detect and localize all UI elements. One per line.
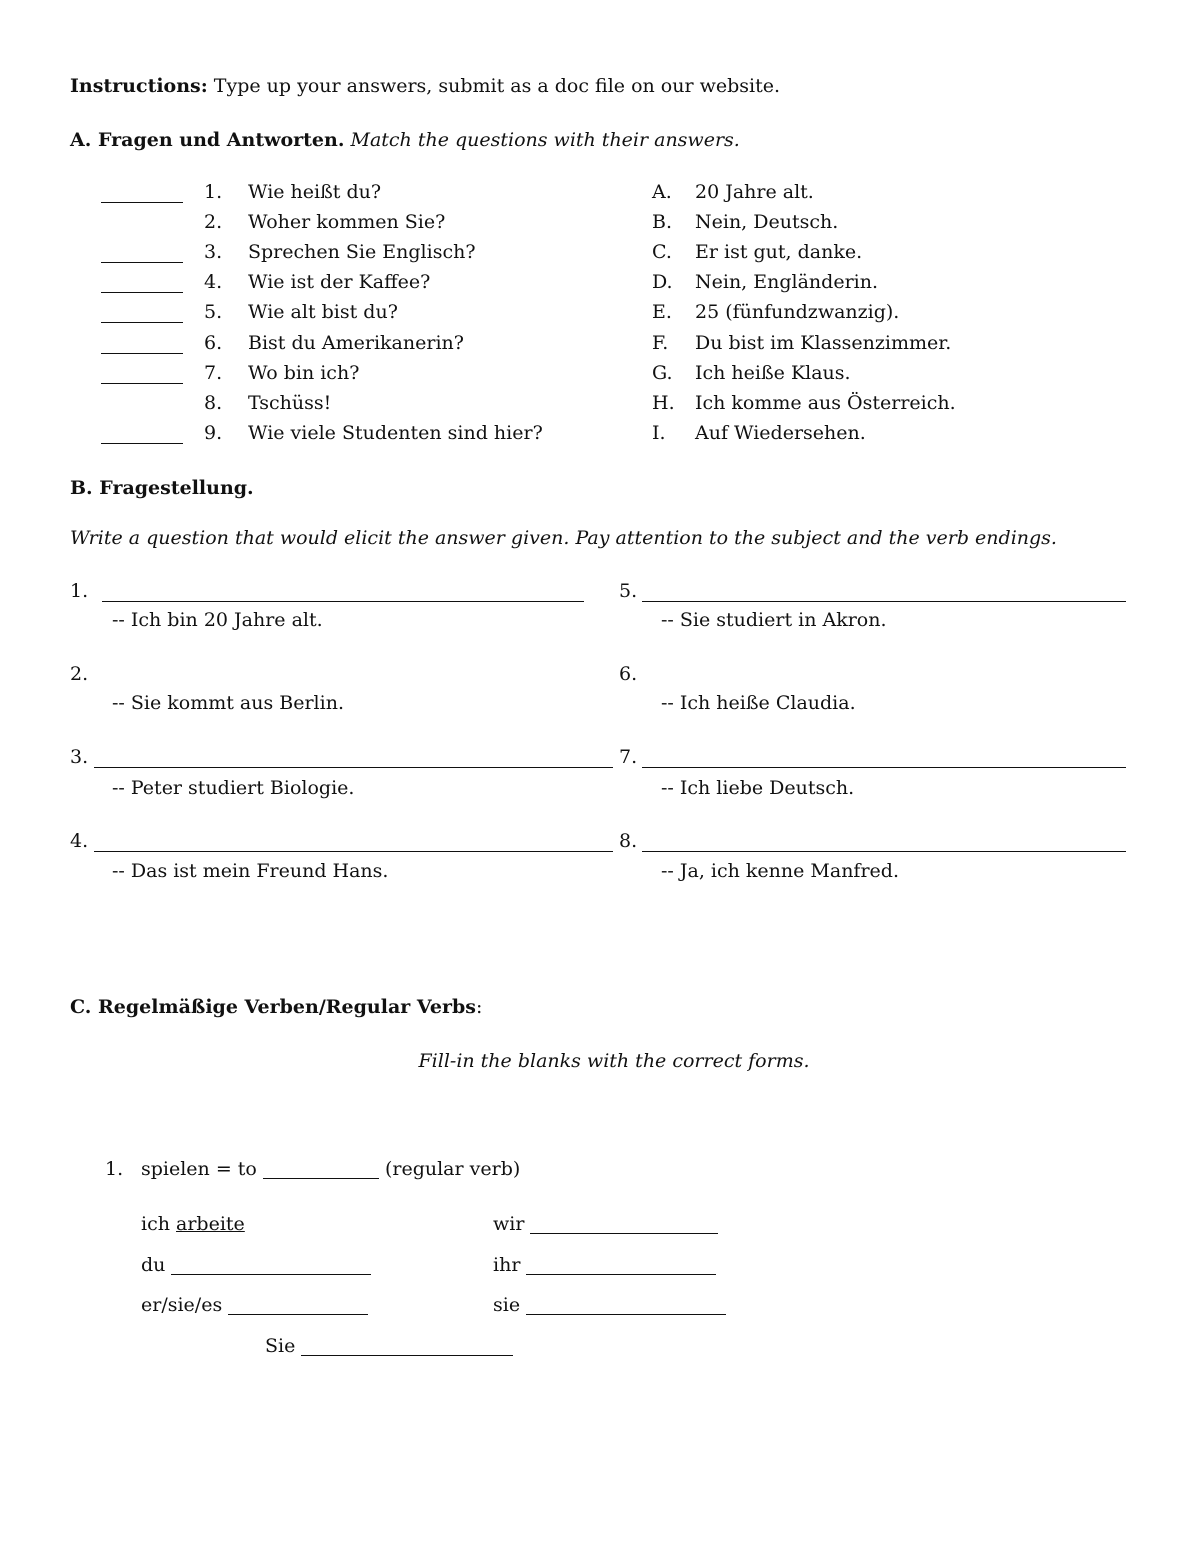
question-number: 5. [204,301,223,323]
instructions-label: Instructions: [70,75,208,97]
conj-ich-pronoun: ich [141,1213,170,1235]
section-b-item-4-answer-line[interactable] [94,851,613,852]
conj-wir-pronoun: wir [493,1213,525,1235]
answer-letter: A. [652,181,672,203]
conj-wir-row [493,1212,718,1236]
section-b-item-6-number: 6. [619,663,638,685]
section-b-item-1-answer-line[interactable] [102,601,584,602]
section-c-colon: : [475,996,483,1018]
section-b-item-8-given-answer: -- Ja, ich kenne Manfred. [661,860,899,882]
match-blank-9[interactable] [101,443,183,444]
match-blank-1[interactable] [101,202,183,203]
conj-wir-blank[interactable] [530,1215,718,1234]
question-text: Bist du Amerikanerin? [248,332,464,354]
answer-letter: F. [652,332,669,354]
conj-du-blank[interactable] [171,1256,371,1275]
section-c-title: C. Regelmäßige Verben/Regular Verbs [70,996,476,1018]
match-blank-4[interactable] [101,292,183,293]
section-b-item-7-answer-line[interactable] [642,767,1126,768]
section-c-item-1-suffix: (regular verb) [384,1158,521,1180]
question-text: Wo bin ich? [248,362,360,384]
section-c-item-1-number: 1. [105,1158,124,1180]
answer-letter: C. [652,241,672,263]
conj-du-row [141,1253,371,1277]
answer-text: 20 Jahre alt. [695,181,814,203]
answer-text: Ich heiße Klaus. [695,362,851,384]
section-b-item-3-answer-line[interactable] [94,767,613,768]
section-b-item-7-given-answer: -- Ich liebe Deutsch. [661,777,855,799]
match-blank-5[interactable] [101,322,183,323]
section-b-item-7-number: 7. [619,746,638,768]
conj-ersiees-row [141,1293,368,1317]
answer-letter: D. [652,271,673,293]
conj-ihr-pronoun: ihr [493,1254,521,1276]
conj-Sie-formal-row [265,1334,513,1358]
match-blank-3[interactable] [101,262,183,263]
section-a-subtitle: Match the questions with their answers. [344,129,740,151]
conj-ich-row [141,1212,245,1236]
conj-sie-pronoun: sie [493,1294,521,1316]
conj-ihr-blank[interactable] [526,1256,716,1275]
question-number: 7. [204,362,223,384]
answer-text: Er ist gut, danke. [695,241,863,263]
answer-letter: B. [652,211,673,233]
question-text: Wie alt bist du? [248,301,398,323]
section-b-item-4-given-answer: -- Das ist mein Freund Hans. [112,860,389,882]
match-blank-6[interactable] [101,353,183,354]
answer-letter: I. [652,422,666,444]
question-text: Wie ist der Kaffee? [248,271,431,293]
question-text: Wie viele Studenten sind hier? [248,422,543,444]
conj-sie-blank[interactable] [526,1296,726,1315]
section-b-title: B. Fragestellung. [70,477,254,499]
question-number: 3. [204,241,223,263]
question-text: Woher kommen Sie? [248,211,446,233]
conj-Sie-formal-blank[interactable] [301,1337,513,1356]
section-a-heading [70,128,740,152]
question-number: 2. [204,211,223,233]
conj-ich-example: arbeite [176,1213,245,1235]
section-b-item-8-answer-line[interactable] [642,851,1126,852]
question-number: 9. [204,422,223,444]
translation-blank[interactable] [263,1160,379,1179]
section-b-item-5-number: 5. [619,580,638,602]
section-b-item-2-given-answer: -- Sie kommt aus Berlin. [112,692,344,714]
section-b-item-3-number: 3. [70,746,89,768]
conj-Sie-formal-pronoun: Sie [265,1335,296,1357]
answer-text: Ich komme aus Österreich. [695,392,956,414]
conj-ersiees-pronoun: er/sie/es [141,1294,223,1316]
conj-ersiees-blank[interactable] [228,1296,368,1315]
instructions-line [70,74,780,98]
answer-letter: G. [652,362,673,384]
section-b-item-2-number: 2. [70,663,89,685]
section-b-item-5-answer-line[interactable] [642,601,1126,602]
section-b-item-6-given-answer: -- Ich heiße Claudia. [661,692,856,714]
section-b-instruction: Write a question that would elicit the answer given. Pay attention to the subject and the verb endings. [70,527,1057,549]
section-b-item-4-number: 4. [70,830,89,852]
section-c-item-1-line [141,1157,520,1181]
conj-sie-row [493,1293,726,1317]
section-c-item-1-prefix: spielen = to [141,1158,257,1180]
question-text: Tschüss! [248,392,332,414]
question-number: 1. [204,181,223,203]
section-b-item-3-given-answer: -- Peter studiert Biologie. [112,777,355,799]
question-text: Sprechen Sie Englisch? [248,241,476,263]
section-c-instruction: Fill-in the blanks with the correct forms. [418,1050,810,1072]
section-c-heading [70,995,482,1019]
question-text: Wie heißt du? [248,181,382,203]
answer-text: Nein, Engländerin. [695,271,879,293]
answer-letter: H. [652,392,675,414]
answer-letter: E. [652,301,672,323]
section-a-title: A. Fragen und Antworten. [70,129,345,151]
answer-text: Nein, Deutsch. [695,211,839,233]
section-b-item-1-given-answer: -- Ich bin 20 Jahre alt. [112,609,323,631]
question-number: 4. [204,271,223,293]
conj-du-pronoun: du [141,1254,166,1276]
section-b-item-1-number: 1. [70,580,89,602]
section-b-item-5-given-answer: -- Sie studiert in Akron. [661,609,887,631]
answer-text: Auf Wiedersehen. [695,422,866,444]
match-blank-7[interactable] [101,383,183,384]
conj-ihr-row [493,1253,716,1277]
answer-text: Du bist im Klassenzimmer. [695,332,952,354]
question-number: 8. [204,392,223,414]
question-number: 6. [204,332,223,354]
section-b-item-8-number: 8. [619,830,638,852]
answer-text: 25 (fünfundzwanzig). [695,301,900,323]
instructions-text: Type up your answers, submit as a doc file on our website. [207,75,781,97]
